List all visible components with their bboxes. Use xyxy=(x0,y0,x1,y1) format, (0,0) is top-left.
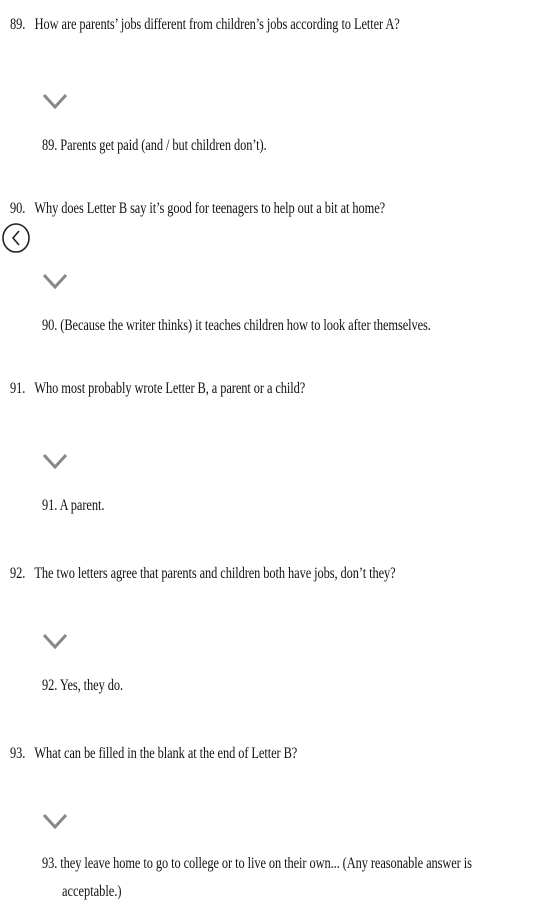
question-93 xyxy=(10,745,297,763)
answer-text: A parent. xyxy=(59,497,105,514)
question-text: What can be filled in the blank at the end of Letter B? xyxy=(34,745,298,762)
question-number: 92. xyxy=(10,565,26,582)
answer-text: they leave home to go to college or to live on their own... (Any reasonable answer is xyxy=(60,855,472,872)
answer-89 xyxy=(42,137,267,155)
answer-number: 89. xyxy=(42,137,58,154)
expand-answer-90-chevron-down-icon[interactable] xyxy=(42,272,68,290)
expand-answer-93-chevron-down-icon[interactable] xyxy=(42,812,68,830)
question-text: How are parents’ jobs different from children’s jobs according to Letter A? xyxy=(34,16,400,33)
answer-number: 93. xyxy=(42,855,58,872)
answer-91 xyxy=(42,497,104,515)
answer-text: Yes, they do. xyxy=(59,677,123,694)
question-89 xyxy=(10,16,400,34)
question-90 xyxy=(10,200,385,218)
back-button-chevron-left-icon[interactable] xyxy=(1,214,31,254)
expand-answer-89-chevron-down-icon[interactable] xyxy=(42,92,68,110)
answer-92 xyxy=(42,677,123,695)
answer-93 xyxy=(42,855,472,873)
question-text: Who most probably wrote Letter B, a parent or a child? xyxy=(34,380,306,397)
answer-text: Parents get paid (and / but children don’t). xyxy=(60,137,267,154)
question-number: 91. xyxy=(10,380,26,397)
expand-answer-92-chevron-down-icon[interactable] xyxy=(42,632,68,650)
answer-number: 92. xyxy=(42,677,58,694)
question-number: 89. xyxy=(10,16,26,33)
answer-number: 91. xyxy=(42,497,58,514)
expand-answer-91-chevron-down-icon[interactable] xyxy=(42,452,68,470)
question-text: The two letters agree that parents and children both have jobs, don’t they? xyxy=(34,565,396,582)
question-91 xyxy=(10,380,305,398)
question-number: 90. xyxy=(10,200,26,217)
question-text: Why does Letter B say it’s good for teenagers to help out a bit at home? xyxy=(34,200,386,217)
answer-93-continuation: acceptable.) xyxy=(62,883,122,900)
question-number: 93. xyxy=(10,745,26,762)
answer-number: 90. xyxy=(42,317,58,334)
answer-90 xyxy=(42,317,431,335)
question-92 xyxy=(10,565,396,583)
answer-text: (Because the writer thinks) it teaches children how to look after themselves. xyxy=(60,317,431,334)
